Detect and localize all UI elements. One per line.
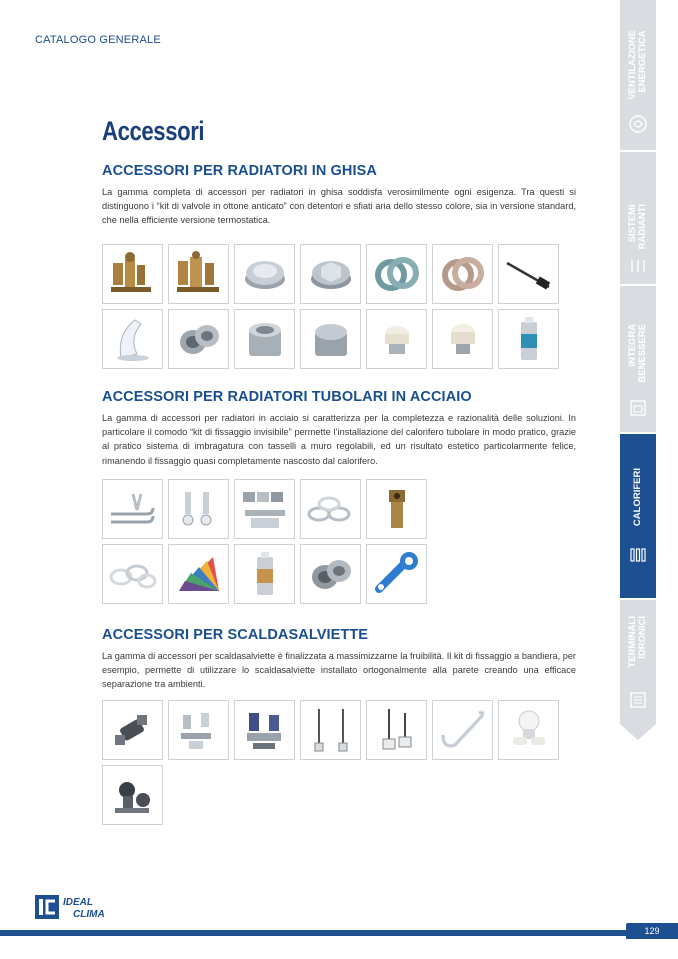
blue-wrench-thumbnail[interactable] (366, 544, 427, 604)
spray-can-icon (503, 314, 555, 364)
adapter-fitting-thumbnail[interactable] (366, 479, 427, 539)
rosette-rings-thumbnail[interactable] (300, 479, 361, 539)
chrome-cap-icon (305, 249, 357, 299)
tab-sistemi-radianti[interactable] (620, 152, 656, 286)
tab-strip-point (620, 724, 656, 740)
tab-ventilazione-energetica[interactable] (620, 0, 656, 152)
seal-ring-thumbnail[interactable] (366, 244, 427, 304)
radiator-icon (628, 544, 648, 564)
color-swatch-icon (173, 549, 225, 599)
catalog-header-label: CATALOGO GENERALE (35, 34, 161, 46)
manual-vent-thumbnail[interactable] (432, 309, 493, 369)
flag-kit-thumbnail[interactable] (168, 700, 229, 760)
tab-label: VENTILAZIONE ENERGETICA (627, 30, 648, 100)
angle-valve-icon (107, 770, 159, 820)
product-grid-ghisa (102, 244, 559, 369)
air-vent-thumbnail[interactable] (366, 309, 427, 369)
chrome-cap-icon (239, 249, 291, 299)
thermostatic-valve-kit-thumbnail[interactable] (168, 244, 229, 304)
page-number: 129 (626, 923, 678, 939)
tab-label: CALORIFERI (632, 468, 643, 527)
reducer-plug-thumbnail[interactable] (168, 309, 229, 369)
page-title: Accessori (102, 116, 205, 146)
brand-line2: CLIMA (73, 909, 105, 920)
brass-valve-icon (173, 249, 225, 299)
section-title-acciaio: ACCESSORI PER RADIATORI TUBOLARI IN ACCIAIO (102, 389, 472, 405)
electric-kit-thumbnail[interactable] (366, 700, 427, 760)
spray-can-icon (239, 549, 291, 599)
chrome-cap-thumbnail[interactable] (234, 244, 295, 304)
section-text-ghisa: La gamma completa di accessori per radiatori in ghisa soddisfa verosimilmente ogni esigenza. Tra questi si distinguono i “kit di valvole in ottone anticato” con detentori e sfiati aria dello stesso colore, sia in versione standard, che nella efficiente versione termostatica. (102, 187, 576, 226)
brand-mark-icon (35, 893, 125, 923)
rosette-ring-icon (305, 484, 357, 534)
valve-set-thumbnail[interactable] (234, 700, 295, 760)
brand-line1: IDEAL (63, 897, 93, 908)
invisible-fixing-kit-thumbnail[interactable] (102, 479, 163, 539)
wall-bracket-thumbnail[interactable] (102, 309, 163, 369)
fan-coil-icon (628, 690, 648, 710)
hardware-set-icon (239, 484, 291, 534)
paint-spray-thumbnail[interactable] (498, 309, 559, 369)
threaded-plug-icon (173, 314, 225, 364)
section-text-scaldasalviette: La gamma di accessori per scaldasalviette è finalizzata a massimizzarne la fruibilità. Il kit di fissaggio a bandiera, per esempio, permette di utilizzare lo scaldasalviette installato ortogonalmente alla parete creando una efficace separazione tra ambienti. (102, 651, 576, 690)
product-grid-acciaio (102, 479, 427, 604)
threaded-plug-thumbnail[interactable] (234, 309, 295, 369)
fitting-icon (371, 484, 423, 534)
air-vent-icon (371, 314, 423, 364)
tab-integra-benessere[interactable] (620, 286, 656, 434)
chrome-cap-hex-thumbnail[interactable] (300, 244, 361, 304)
air-vent-icon (437, 314, 489, 364)
rod-tool-icon (503, 249, 555, 299)
tab-terminali-idronici[interactable] (620, 600, 656, 726)
tab-label: INTEGRA BENESSERE (627, 324, 648, 383)
bracket-icon (107, 314, 159, 364)
angle-valve-icon (107, 705, 159, 755)
knob-valve-icon (503, 705, 555, 755)
rosette-ring-icon (107, 549, 159, 599)
towel-hook-thumbnail[interactable] (432, 700, 493, 760)
heating-element-icon (371, 705, 423, 755)
category-tab-strip (620, 0, 656, 740)
bracket-icon (173, 705, 225, 755)
brass-valve-icon (107, 249, 159, 299)
gasket-ring-icon (437, 249, 489, 299)
threaded-plug-icon (305, 314, 357, 364)
wall-hook-icon (107, 484, 159, 534)
fiber-gasket-thumbnail[interactable] (432, 244, 493, 304)
hvac-unit-icon (628, 398, 648, 418)
bracket-icon (173, 484, 225, 534)
section-text-acciaio: La gamma di accessori per radiatori in acciaio si caratterizza per la completezza e razionalità delle soluzioni. In particolare il comodo “kit di fissaggio invisibile” permette l’installazione del calorifero tubolare in modo pratico, grazie al pratico sistema di imbragatura con tasselli a muro regolabili, ed un risultato estetico particolarmente felice, rimanendo il fissaggio quasi completamente nascosto dal calorifero. (102, 413, 576, 466)
touch-up-spray-thumbnail[interactable] (234, 544, 295, 604)
threaded-plug-icon (305, 549, 357, 599)
trim-rings-thumbnail[interactable] (102, 544, 163, 604)
mounting-hardware-thumbnail[interactable] (234, 479, 295, 539)
radiant-floor-icon (628, 256, 648, 276)
product-grid-scaldasalviette (102, 700, 559, 825)
chrome-valve-kit-thumbnail[interactable] (102, 765, 163, 825)
electric-element-thumbnail[interactable] (300, 700, 361, 760)
wrench-icon (371, 549, 423, 599)
valve-set-icon (239, 705, 291, 755)
angle-valve-thumbnail[interactable] (102, 700, 163, 760)
heating-element-icon (305, 705, 357, 755)
blind-plug-thumbnail[interactable] (300, 309, 361, 369)
valve-kit-thumbnail[interactable] (102, 244, 163, 304)
tab-label: SISTEMI RADIANTI (627, 204, 648, 250)
threaded-plug-icon (239, 314, 291, 364)
ideal-clima-logo (35, 893, 125, 923)
footer-bar (0, 930, 678, 936)
recycle-fan-icon (628, 114, 648, 134)
tab-caloriferi[interactable] (620, 434, 656, 600)
tab-label: TERMINALI IDRONICI (627, 616, 648, 668)
gasket-ring-icon (371, 249, 423, 299)
towel-hanger-icon (437, 705, 489, 755)
bracket-set-thumbnail[interactable] (168, 479, 229, 539)
knob-valve-thumbnail[interactable] (498, 700, 559, 760)
section-title-scaldasalviette: ACCESSORI PER SCALDASALVIETTE (102, 627, 369, 643)
section-title-ghisa: ACCESSORI PER RADIATORI IN GHISA (102, 163, 377, 179)
radiator-key-thumbnail[interactable] (498, 244, 559, 304)
color-fan-thumbnail[interactable] (168, 544, 229, 604)
steel-plug-thumbnail[interactable] (300, 544, 361, 604)
